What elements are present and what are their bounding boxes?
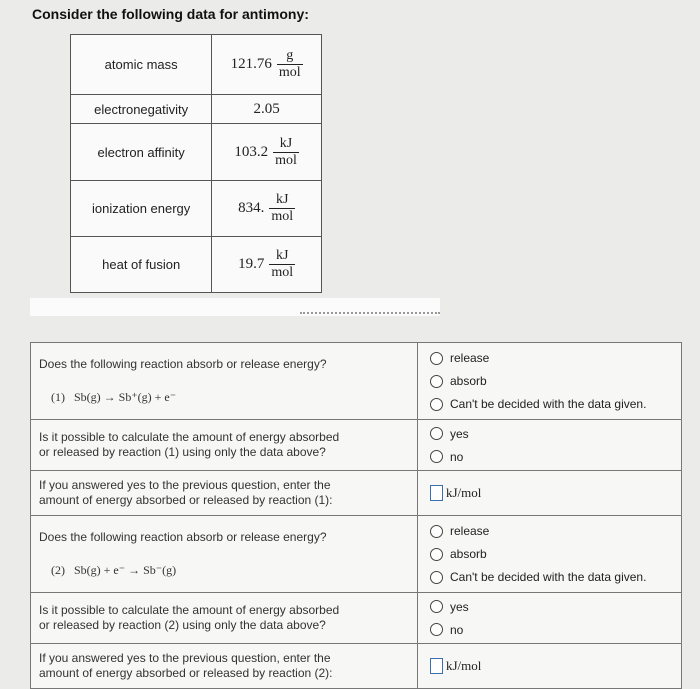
answer-cell — [418, 471, 682, 516]
radio-circle[interactable] — [430, 600, 443, 613]
option-label: absorb — [450, 547, 487, 561]
option-label: release — [450, 351, 490, 365]
property-value-cell — [212, 237, 322, 293]
question-cell — [31, 420, 418, 471]
unit-numerator: g — [286, 48, 294, 63]
radio-circle[interactable] — [430, 450, 443, 463]
radio-circle[interactable] — [430, 548, 443, 561]
radio-circle[interactable] — [430, 571, 443, 584]
unit-denominator: mol — [275, 152, 297, 168]
unit-denominator: mol — [271, 209, 294, 224]
table-row — [71, 124, 322, 181]
properties-table — [70, 34, 322, 293]
answer-cell — [418, 343, 682, 420]
unit-numerator: kJ — [276, 192, 289, 207]
property-value-cell — [212, 35, 322, 95]
radio-circle[interactable] — [430, 525, 443, 538]
property-value: 19.7 — [238, 256, 265, 272]
question-cell — [31, 516, 418, 593]
radio-circle[interactable] — [430, 352, 443, 365]
table-row — [31, 516, 682, 593]
question-text: or released by reaction (2) using only the data above? — [39, 618, 326, 632]
unit-denominator: mol — [271, 265, 294, 280]
unit-fraction — [273, 136, 299, 169]
property-label: electronegativity — [71, 95, 212, 124]
property-value-cell — [212, 124, 322, 181]
question-text: amount of energy absorbed or released by reaction (2): — [39, 666, 333, 680]
table-row — [71, 95, 322, 124]
radio-option-absorb[interactable] — [430, 370, 669, 393]
reaction-text: Sb(g) + e⁻ → Sb⁻(g) — [74, 563, 177, 577]
answer-cell — [418, 420, 682, 471]
answer-cell — [418, 593, 682, 644]
question-cell — [31, 471, 418, 516]
page-title: Consider the following data for antimony: — [32, 6, 309, 22]
property-label: heat of fusion — [71, 237, 212, 293]
property-value-cell — [212, 181, 322, 237]
unit-label: kJ/mol — [446, 658, 482, 673]
radio-circle[interactable] — [430, 427, 443, 440]
answer-input-box[interactable] — [430, 658, 443, 674]
table-row — [71, 35, 322, 95]
option-label: absorb — [450, 374, 487, 388]
radio-option-absorb[interactable] — [430, 543, 669, 566]
unit-label: kJ/mol — [446, 485, 482, 500]
property-value-cell — [212, 95, 322, 124]
radio-option-release[interactable] — [430, 347, 669, 370]
option-label: yes — [450, 426, 469, 441]
reaction-equation — [39, 390, 409, 405]
reaction-text: Sb(g) → Sb⁺(g) + e⁻ — [74, 390, 177, 404]
property-value: 103.2 — [234, 143, 269, 160]
table-row — [31, 593, 682, 644]
radio-option-yes[interactable] — [430, 595, 669, 618]
unit-denominator: mol — [278, 65, 301, 80]
radio-circle[interactable] — [430, 623, 443, 636]
property-value: 2.05 — [253, 100, 280, 117]
reaction-equation — [39, 563, 409, 578]
radio-option-no[interactable] — [430, 445, 669, 468]
radio-option-cant-decide[interactable] — [430, 393, 669, 416]
unit-numerator: kJ — [276, 248, 289, 263]
question-cell — [31, 343, 418, 420]
reaction-number: (2) — [51, 563, 65, 577]
question-text: Is it possible to calculate the amount of energy absorbed — [39, 430, 340, 444]
radio-option-no[interactable] — [430, 618, 669, 641]
option-label: no — [450, 449, 464, 464]
unit-numerator: kJ — [279, 135, 293, 151]
table-row — [31, 471, 682, 516]
table-row — [31, 343, 682, 420]
option-label: release — [450, 524, 490, 538]
radio-option-release[interactable] — [430, 520, 669, 543]
property-label: ionization energy — [71, 181, 212, 237]
property-label: atomic mass — [71, 35, 212, 95]
energy-answer-field[interactable] — [430, 658, 669, 674]
radio-circle[interactable] — [430, 398, 443, 411]
question-text: If you answered yes to the previous question, enter the — [39, 478, 331, 492]
answer-input-box[interactable] — [430, 485, 443, 501]
question-text: Does the following reaction absorb or release energy? — [39, 357, 327, 371]
unit-fraction — [277, 48, 303, 81]
unit-fraction — [269, 248, 295, 281]
question-text: Does the following reaction absorb or release energy? — [39, 530, 327, 544]
question-text: If you answered yes to the previous question, enter the — [39, 651, 331, 665]
question-text: Is it possible to calculate the amount of energy absorbed — [39, 603, 340, 617]
answer-cell — [418, 516, 682, 593]
table-row — [71, 237, 322, 293]
option-label: Can't be decided with the data given. — [450, 570, 647, 584]
property-value: 121.76 — [230, 56, 272, 72]
question-cell — [31, 593, 418, 644]
energy-answer-field[interactable] — [430, 485, 669, 501]
table-row — [31, 420, 682, 471]
option-label: yes — [450, 599, 469, 614]
option-label: no — [450, 622, 464, 637]
property-value: 834. — [238, 200, 265, 216]
divider — [300, 312, 440, 314]
unit-fraction — [269, 192, 295, 225]
radio-option-cant-decide[interactable] — [430, 566, 669, 589]
property-label: electron affinity — [71, 124, 212, 181]
option-label: Can't be decided with the data given. — [450, 397, 647, 411]
question-text: amount of energy absorbed or released by reaction (1): — [39, 493, 333, 507]
radio-circle[interactable] — [430, 375, 443, 388]
radio-option-yes[interactable] — [430, 422, 669, 445]
table-row — [71, 181, 322, 237]
reaction-number: (1) — [51, 390, 65, 404]
question-text: or released by reaction (1) using only the data above? — [39, 445, 326, 459]
questions-table — [30, 342, 682, 689]
